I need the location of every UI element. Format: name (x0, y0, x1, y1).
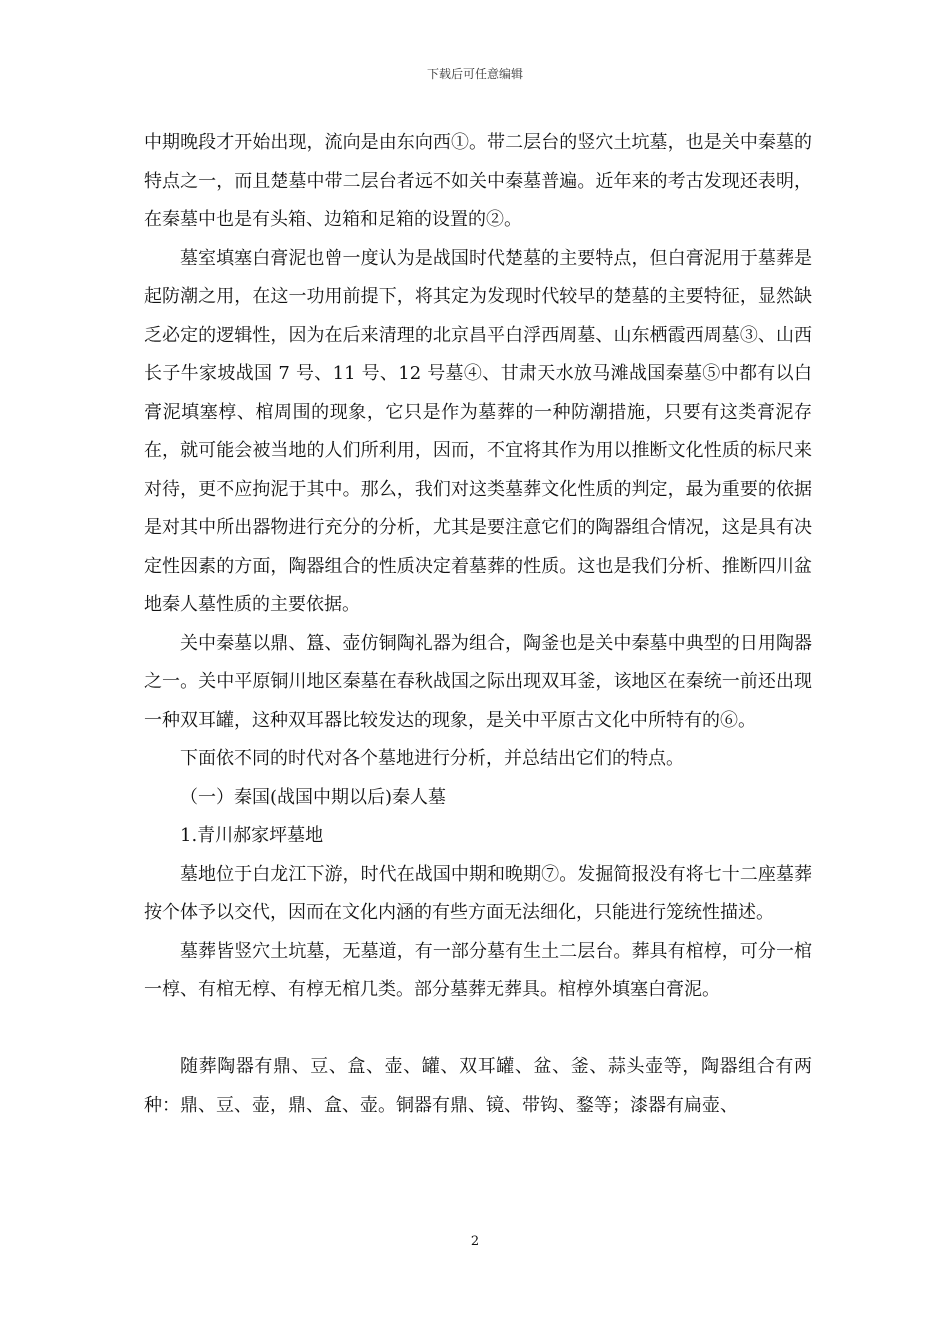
paragraph-tomb-structure: 墓葬皆竖穴土坑墓，无墓道，有一部分墓有生土二层台。葬具有棺椁，可分一棺一椁、有棺无椁、有椁无棺几类。部分墓葬无葬具。棺椁外填塞白膏泥。 (144, 940, 812, 1000)
document-body (144, 124, 812, 1125)
paragraph-guanzhong-tombs: 关中秦墓以鼎、簋、壶仿铜陶礼器为组合，陶釜也是关中秦墓中典型的日用陶器之一。关中平原铜川地区秦墓在春秋战国之际出现双耳釜，该地区在秦统一前还出现一种双耳罐，这种双耳器比较发达的现象，是关中平原古文化中所特有的⑥。 (144, 632, 812, 731)
paragraph-white-clay: 墓室填塞白膏泥也曾一度认为是战国时代楚墓的主要特点，但白膏泥用于墓葬是起防潮之用，在这一功用前提下，将其定为发现时代较早的楚墓的主要特征，显然缺乏必定的逻辑性，因为在后来清理的北京昌平白浮西周墓、山东栖霞西周墓③、山西长子牛家坡战国 7 号、11 号、12 号墓④、甘肃天水放马滩战国秦墓⑤中都有以白膏泥填塞椁、棺周围的现象，它只是作为墓葬的一种防潮措施，只要有这类膏泥存在，就可能会被当地的人们所利用，因而，不宜将其作为用以推断文化性质的标尺来对待，更不应拘泥于其中。那么，我们对这类墓葬文化性质的判定，最为重要的依据是对其中所出器物进行充分的分析，尤其是要注意它们的陶器组合情况，这是具有决定性因素的方面，陶器组合的性质决定着墓葬的性质。这也是我们分析、推断四川盆地秦人墓性质的主要依据。 (144, 247, 812, 615)
paragraph-analysis-intro: 下面依不同的时代对各个墓地进行分析，并总结出它们的特点。 (180, 748, 684, 769)
section-heading: （一）秦国(战国中期以后)秦人墓 (180, 786, 447, 808)
blank-line (144, 1010, 812, 1049)
page-number: 2 (470, 1234, 480, 1249)
subsection-heading: 1.青川郝家坪墓地 (180, 825, 324, 846)
paragraph-continuation: 中期晚段才开始出现，流向是由东向西①。带二层台的竖穴土坑墓，也是关中秦墓的特点之一，而且楚墓中带二层台者远不如关中秦墓普遍。近年来的考古发现还表明，在秦墓中也是有头箱、边箱和足箱的设置的②。 (144, 132, 812, 230)
paragraph-grave-goods: 随葬陶器有鼎、豆、盒、壶、罐、双耳罐、盆、釜、蒜头壶等，陶器组合有两种：鼎、豆、壶，鼎、盒、壶。铜器有鼎、镜、带钩、鍪等；漆器有扁壶、 (144, 1056, 812, 1116)
paragraph-cemetery-location: 墓地位于白龙江下游，时代在战国中期和晚期⑦。发掘简报没有将七十二座墓葬按个体予以交代，因而在文化内涵的有些方面无法细化，只能进行笼统性描述。 (144, 863, 812, 923)
page-header: 下载后可任意编辑 (426, 67, 523, 81)
